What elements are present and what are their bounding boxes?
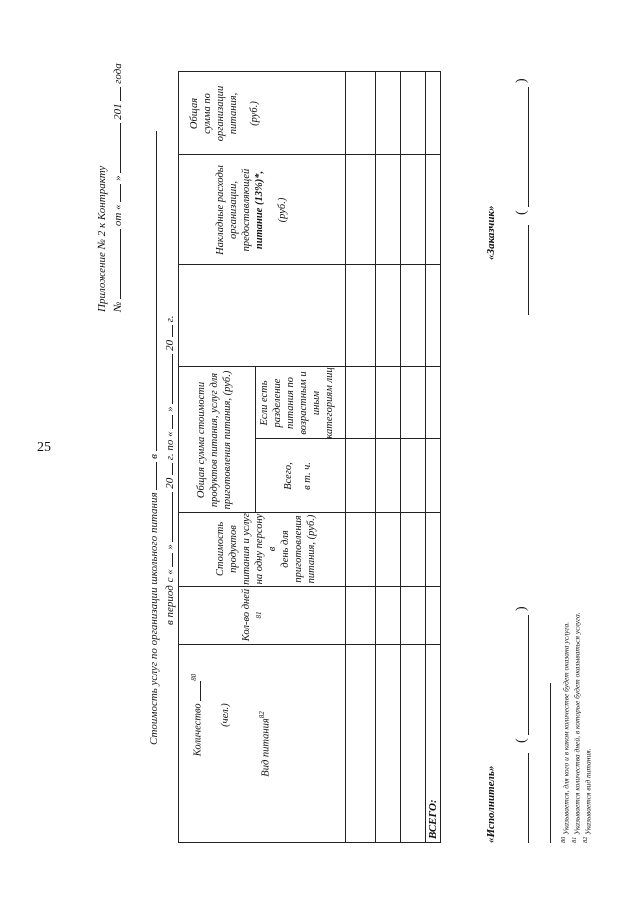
header-line: Стоимость [215, 521, 226, 577]
header-line: день для [280, 530, 291, 568]
quote-mark: » [164, 544, 176, 550]
appendix-number-line [112, 63, 124, 312]
col-days-label: Кол-во дней [241, 588, 252, 642]
header-line: возрастным и [298, 371, 309, 435]
title-text: Стоимость услуг по организации школьного питания [148, 492, 160, 745]
header-line: (руб.) [249, 101, 260, 126]
header-line: питания, [228, 92, 239, 135]
appendix-no-label: № [112, 301, 124, 312]
total-label: ВСЕГО: [427, 799, 439, 839]
col-total-group-header [195, 367, 234, 513]
header-line: приготовления [293, 515, 304, 583]
header-line: на одну персону в [254, 513, 278, 585]
quote-mark: » [112, 175, 124, 181]
footnote-number: 82 [582, 836, 589, 843]
col-quantity-header [188, 645, 232, 785]
header-line: сумма по [202, 93, 213, 134]
col-cost-header [214, 513, 318, 585]
header-line: иным [311, 390, 322, 416]
header-line: питания по [285, 377, 296, 429]
appendix-from-label: от « [112, 204, 124, 227]
col-sum-header [188, 72, 261, 155]
header-line: организации, [228, 180, 239, 240]
col-days-header [240, 587, 270, 643]
customer-signature-line: ( ) [510, 65, 540, 315]
header-line: Если есть [259, 380, 270, 426]
footnote-text: Указывается, для кого и в каком количестве будет оказана услуга. [561, 621, 571, 835]
footnote-ref-82: 82 [258, 711, 266, 719]
period-line [164, 315, 176, 625]
quote-mark: » [164, 406, 176, 412]
header-line: (руб.) [277, 197, 288, 223]
year-prefix: 20 [164, 477, 176, 489]
header-line: Всего, [283, 462, 294, 490]
footnote-80 [560, 622, 571, 843]
header-line: питания, (руб.) [306, 514, 317, 584]
col-food-type-label: Вид питания [260, 718, 272, 777]
footnote-ref-80: 80 [190, 673, 198, 681]
period-to: г. по « [164, 431, 176, 461]
year-prefix: 20 [164, 339, 176, 351]
executor-signature-line: ( ) [510, 593, 540, 843]
footnote-number: 80 [560, 836, 567, 843]
header-line: Накладные расходы [215, 165, 226, 255]
header-line: Общая сумма стоимости [196, 381, 207, 499]
footnote-ref-81: 81 [255, 611, 263, 619]
header-line: продуктов [228, 525, 239, 573]
header-line: питания и услуг [241, 513, 252, 585]
appendix-year: 201 [112, 103, 124, 120]
header-line: предоставляющей [241, 168, 252, 252]
col-total-split-header [258, 367, 336, 439]
title-in: в [148, 454, 160, 459]
col-overhead-header [214, 155, 289, 265]
header-line: организации [215, 85, 226, 142]
header-line: приготовления питания, (руб.) [222, 370, 233, 510]
footnote-separator [550, 683, 551, 843]
footnote-text: Указывается количества дней, в которые будет оказываться услуга. [572, 612, 582, 835]
appendix-year-suffix: года [112, 63, 124, 84]
footnote-81 [571, 612, 582, 843]
appendix-title: Приложение № 2 к Контракту [96, 165, 108, 312]
customer-label: «Заказчик» [485, 205, 497, 260]
col-quantity-unit: (чел.) [219, 703, 231, 727]
header-line: Общая [189, 97, 200, 130]
header-line: разделение [272, 378, 283, 428]
header-line: питание (13%)*, [254, 170, 265, 250]
header-line: в т. ч. [302, 462, 313, 490]
col-quantity-label: Количество [192, 703, 204, 757]
page-number: 25 [37, 440, 51, 455]
col-total-all-header [282, 439, 314, 513]
executor-label: «Исполнитель» [485, 765, 497, 843]
col-food-type-header [256, 645, 273, 843]
footnote-82 [582, 748, 593, 843]
year-suffix: г. [164, 315, 176, 323]
footnote-text: Указывается вид питания. [583, 748, 593, 835]
footnote-number: 81 [571, 836, 578, 843]
period-from: в период с « [164, 569, 176, 625]
document-title [148, 131, 160, 745]
header-line: категориям лиц [324, 367, 335, 439]
header-line: продуктов питания, услуг для [209, 372, 220, 508]
